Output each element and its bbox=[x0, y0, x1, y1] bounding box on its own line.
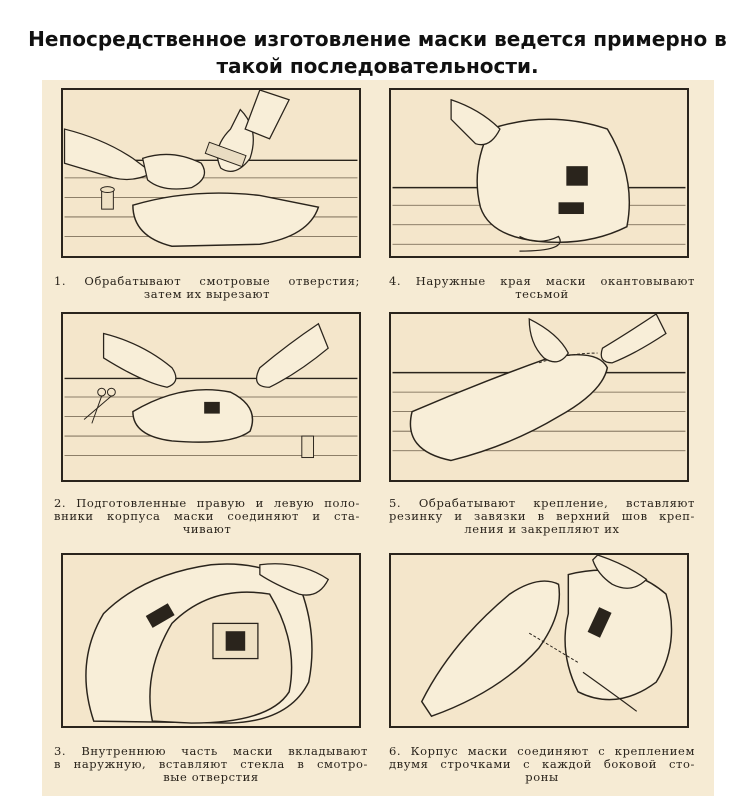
caption-step-2 bbox=[54, 497, 360, 536]
step-3-drawing bbox=[63, 555, 359, 726]
caption-step-5-line-2: резинку и завязки в верхний шов креп- bbox=[389, 509, 695, 523]
step-2-drawing bbox=[63, 314, 359, 480]
title-line-1: Непосредственное изготовление маски ведется примерно в bbox=[28, 27, 727, 51]
illustration-step-5 bbox=[389, 312, 689, 482]
step-4-drawing bbox=[391, 90, 687, 256]
caption-step-4-line-1: 4. Наружные края маски окантовывают bbox=[389, 274, 695, 288]
caption-step-2-line-1: 2. Подготовленные правую и левую поло- bbox=[54, 496, 360, 510]
caption-step-3-line-1: 3. Внутреннюю часть маски вкладывают bbox=[54, 744, 368, 758]
caption-step-5-line-3: ления и закрепляют их bbox=[464, 522, 620, 536]
caption-step-4-line-2: тесьмой bbox=[515, 287, 569, 301]
caption-step-2-line-3: чивают bbox=[182, 522, 232, 536]
caption-step-1-line-2: затем их вырезают bbox=[143, 287, 271, 301]
caption-step-3-line-3: вые отверстия bbox=[163, 770, 259, 784]
caption-step-3-line-2: в наружную, вставляют стекла в смотро- bbox=[54, 757, 368, 771]
page-title bbox=[0, 26, 755, 80]
caption-step-5-line-1: 5. Обрабатывают крепление, вставляют bbox=[389, 496, 695, 510]
caption-step-1-line-1: 1. Обрабатывают смотровые отверстия; bbox=[54, 274, 360, 288]
illustration-step-1 bbox=[61, 88, 361, 258]
caption-step-6-line-3: роны bbox=[525, 770, 559, 784]
caption-step-6 bbox=[389, 745, 695, 784]
illustration-step-4 bbox=[389, 88, 689, 258]
caption-step-1 bbox=[54, 275, 360, 301]
illustration-step-3 bbox=[61, 553, 361, 728]
caption-step-6-line-2: двумя строчками с каждой боковой сто- bbox=[389, 757, 695, 771]
caption-step-2-line-2: вники корпуса маски соединяют и ста- bbox=[54, 509, 360, 523]
caption-step-5 bbox=[389, 497, 695, 536]
illustration-step-6 bbox=[389, 553, 689, 728]
caption-step-6-line-1: 6. Корпус маски соединяют с креплением bbox=[389, 744, 695, 758]
step-5-drawing bbox=[391, 314, 687, 480]
illustration-step-2 bbox=[61, 312, 361, 482]
title-line-2: такой последовательности. bbox=[216, 54, 539, 78]
step-1-drawing bbox=[63, 90, 359, 256]
caption-step-4 bbox=[389, 275, 695, 301]
step-6-drawing bbox=[391, 555, 687, 726]
caption-step-3 bbox=[54, 745, 368, 784]
